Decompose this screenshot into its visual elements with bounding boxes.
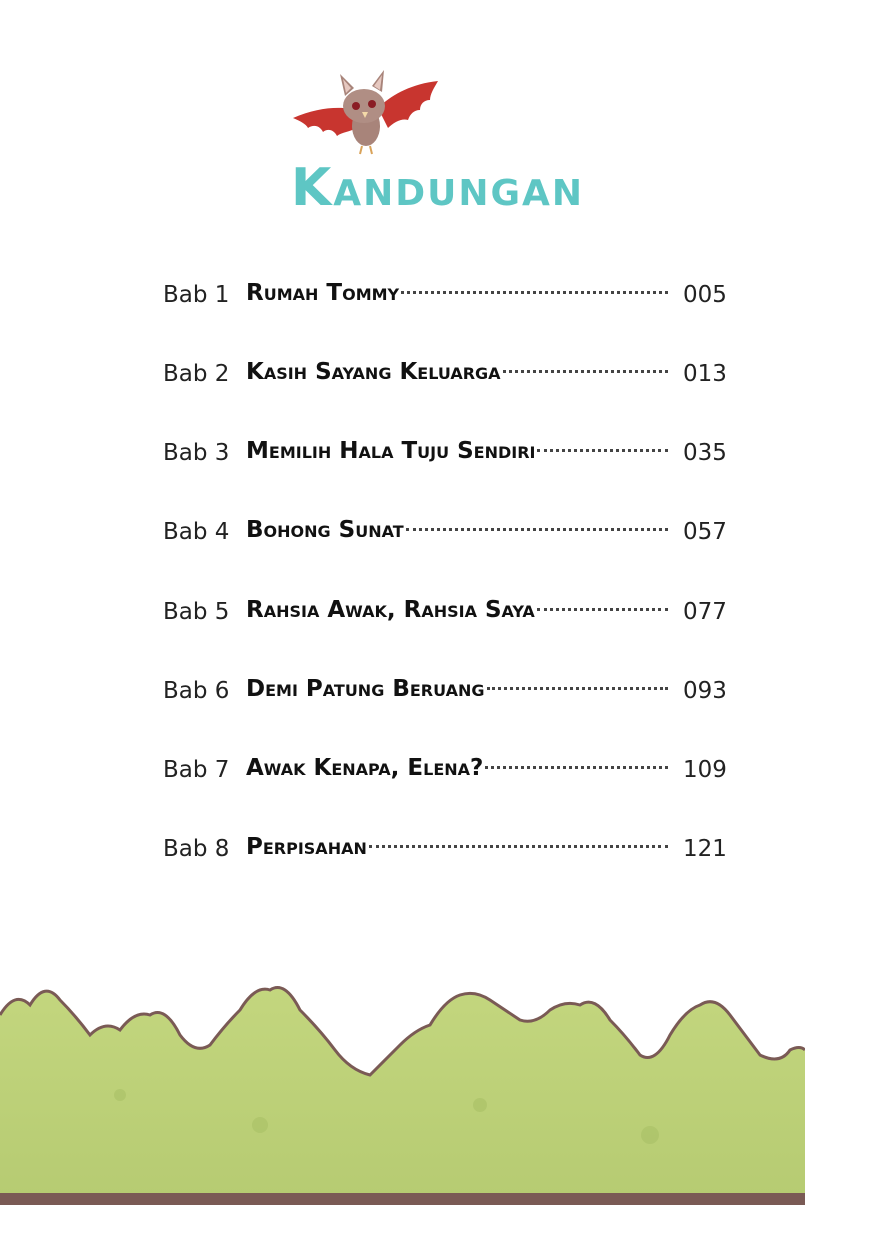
chapter-title: Demi Patung Beruang xyxy=(246,676,485,702)
dot-leader xyxy=(401,291,668,294)
dot-leader xyxy=(369,845,668,848)
chapter-title: Perpisahan xyxy=(246,834,367,860)
toc-entry-1[interactable] xyxy=(163,276,743,316)
page-number: 109 xyxy=(683,757,727,783)
chapter-number: Bab 7 xyxy=(163,757,230,783)
chapter-title-line xyxy=(246,438,668,464)
chapter-number: Bab 3 xyxy=(163,440,230,466)
toc-entry-6[interactable] xyxy=(163,672,743,712)
page-number: 077 xyxy=(683,599,727,625)
chapter-title: Rahsia Awak, Rahsia Saya xyxy=(246,597,535,623)
chapter-title: Memilih Hala Tuju Sendiri xyxy=(246,438,536,464)
chapter-title-line xyxy=(246,755,668,781)
page-number: 121 xyxy=(683,836,727,862)
page-number: 013 xyxy=(683,361,727,387)
chapter-title-line xyxy=(246,834,668,860)
chapter-number: Bab 4 xyxy=(163,519,230,545)
chapter-number: Bab 8 xyxy=(163,836,230,862)
green-hills-illustration xyxy=(0,975,805,1210)
dot-leader xyxy=(487,687,668,690)
toc-entry-2[interactable] xyxy=(163,355,743,395)
page-number: 093 xyxy=(683,678,727,704)
dot-leader xyxy=(406,528,668,531)
chapter-title-line xyxy=(246,517,668,543)
chapter-title: Kasih Sayang Keluarga xyxy=(246,359,501,385)
page-number: 035 xyxy=(683,440,727,466)
toc-entry-3[interactable] xyxy=(163,434,743,474)
page-number: 005 xyxy=(683,282,727,308)
dot-leader xyxy=(485,766,668,769)
toc-entry-8[interactable] xyxy=(163,830,743,870)
page-title: Kandungan xyxy=(290,158,585,218)
chapter-number: Bab 5 xyxy=(163,599,230,625)
chapter-title-line xyxy=(246,597,668,623)
chapter-title: Bohong Sunat xyxy=(246,517,404,543)
toc-entry-7[interactable] xyxy=(163,751,743,791)
chapter-title: Awak Kenapa, Elena? xyxy=(246,755,484,781)
dot-leader xyxy=(503,370,668,373)
toc-entry-5[interactable] xyxy=(163,593,743,633)
chapter-number: Bab 6 xyxy=(163,678,230,704)
chapter-title-line xyxy=(246,359,668,385)
dot-leader xyxy=(537,449,668,452)
chapter-number: Bab 1 xyxy=(163,282,230,308)
chapter-title: Rumah Tommy xyxy=(246,280,400,306)
bat-illustration xyxy=(290,66,440,166)
chapter-title-line xyxy=(246,280,668,306)
chapter-title-line xyxy=(246,676,668,702)
toc-entry-4[interactable] xyxy=(163,513,743,553)
dot-leader xyxy=(537,608,668,611)
page-number: 057 xyxy=(683,519,727,545)
chapter-number: Bab 2 xyxy=(163,361,230,387)
